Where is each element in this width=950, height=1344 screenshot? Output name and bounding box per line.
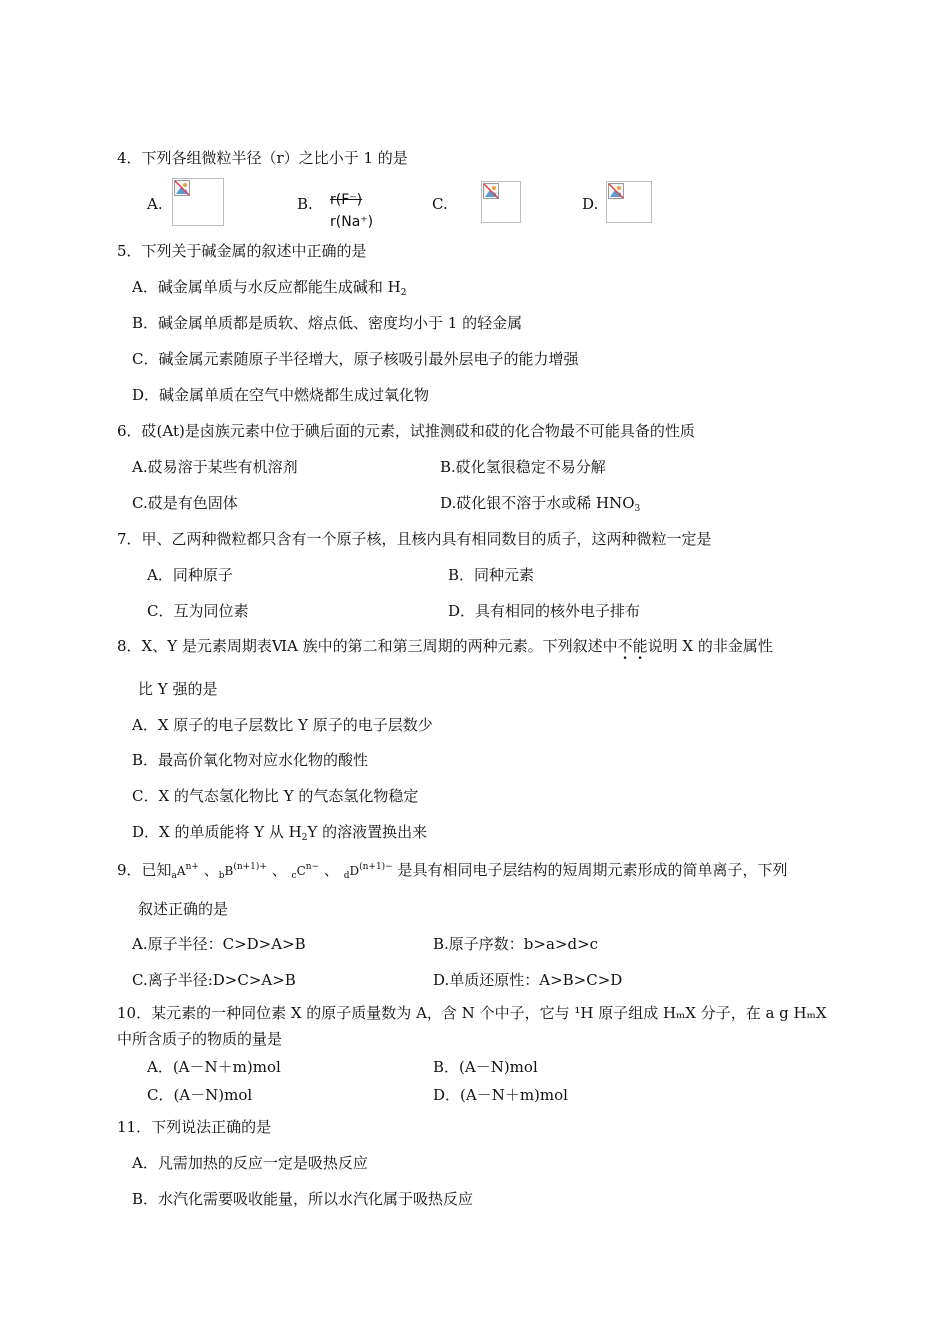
q11-stem: 11．下列说法正确的是 (117, 1118, 272, 1136)
q5-stem: 5．下列关于碱金属的叙述中正确的是 (117, 242, 367, 260)
q5-option-b: B．碱金属单质都是质软、熔点低、密度均小于 1 的轻金属 (132, 314, 523, 332)
q6-stem: 6．砹(At)是卤族元素中位于碘后面的元素，试推测砹和砹的化合物最不可能具备的性质 (117, 422, 695, 440)
q11-option-a: A．凡需加热的反应一定是吸热反应 (132, 1154, 368, 1172)
q4-option-a-image (172, 178, 224, 226)
q4-stem: 4．下列各组微粒半径（r）之比小于 1 的是 (117, 149, 408, 167)
q8-stem-continued: 比 Y 强的是 (138, 680, 218, 698)
broken-image-icon (174, 180, 190, 196)
q10-stem-continued: 中所含质子的物质的量是 (117, 1030, 283, 1048)
q6-option-d: D.砹化银不溶于水或稀 $HNO_3$ (440, 494, 641, 514)
q5-option-d: D．碱金属单质在空气中燃烧都生成过氧化物 (132, 386, 430, 404)
q4-option-a-label: A. (147, 195, 163, 213)
q6-option-c: C.砹是有色固体 (132, 494, 238, 512)
q4-option-d-label: D. (582, 195, 599, 213)
q9-stem: 9．已知$_aA^{n+}$ 、$_bB^{(n+1)+}$ 、 $_cC^{n-}$ 、 $_dD^{(n+1)-}$ 是具有相同电子层结构的短周期元素形成的简单离子，下列 (117, 861, 788, 881)
q4-option-c-image (481, 181, 521, 223)
q9-option-d: D.单质还原性：A>B>C>D (433, 971, 623, 989)
q7-option-a: A．同种原子 (147, 566, 233, 584)
q8-stem: 8．X、Y 是元素周期表ⅥA 族中的第二和第三周期的两种元素。下列叙述中不能说明 X 的非金属性 (117, 637, 773, 655)
q4-option-b-label: B. (297, 195, 313, 213)
q10-option-d: D．(A－N＋m)mol (433, 1086, 568, 1104)
q9-option-c: C.离子半径:D>C>A>B (132, 971, 296, 989)
q8-option-c: C．X 的气态氢化物比 Y 的气态氢化物稳定 (132, 787, 419, 805)
q6-option-b: B.砹化氢很稳定不易分解 (440, 458, 606, 476)
q9-option-a: A.原子半径：C>D>A>B (132, 935, 306, 953)
q9-stem-continued: 叙述正确的是 (138, 900, 229, 918)
q10-option-a: A．(A－N＋m)mol (147, 1058, 281, 1076)
q10-stem: 10．某元素的一种同位素 X 的原子质量数为 A，含 N 个中子，它与 ¹H 原子组成 HₘX 分子，在 a g HₘX (117, 1004, 827, 1022)
q9-option-b: B.原子序数：b>a>d>c (433, 935, 599, 953)
q6-option-a: A.砹易溶于某些有机溶剂 (132, 458, 298, 476)
q7-option-c: C．互为同位素 (147, 602, 249, 620)
q4-option-c-label: C. (432, 195, 448, 213)
q11-option-b: B．水汽化需要吸收能量，所以水汽化属于吸热反应 (132, 1190, 474, 1208)
q4-option-b-denominator: r(Na⁺) (330, 214, 374, 230)
q5-option-a: A．碱金属单质与水反应都能生成碱和 $H_2$ (132, 278, 407, 298)
q10-option-c: C．(A－N)mol (147, 1086, 253, 1104)
q8-option-d: D．X 的单质能将 Y 从 $H_2Y$ 的溶液置换出来 (132, 823, 428, 843)
q10-option-b: B．(A－N)mol (433, 1058, 538, 1076)
q4-option-b-numerator: r(F⁻) (330, 192, 363, 208)
broken-image-icon (483, 183, 499, 199)
q7-stem: 7．甲、乙两种微粒都只含有一个原子核，且核内具有相同数目的质子，这两种微粒一定是 (117, 530, 712, 548)
broken-image-icon (608, 183, 624, 199)
q5-option-c: C．碱金属元素随原子半径增大，原子核吸引最外层电子的能力增强 (132, 350, 579, 368)
q7-option-b: B．同种元素 (448, 566, 535, 584)
q8-option-a: A．X 原子的电子层数比 Y 原子的电子层数少 (132, 716, 433, 734)
q8-option-b: B．最高价氧化物对应水化物的酸性 (132, 751, 369, 769)
q7-option-d: D．具有相同的核外电子排布 (448, 602, 641, 620)
q4-option-d-image (606, 181, 652, 223)
